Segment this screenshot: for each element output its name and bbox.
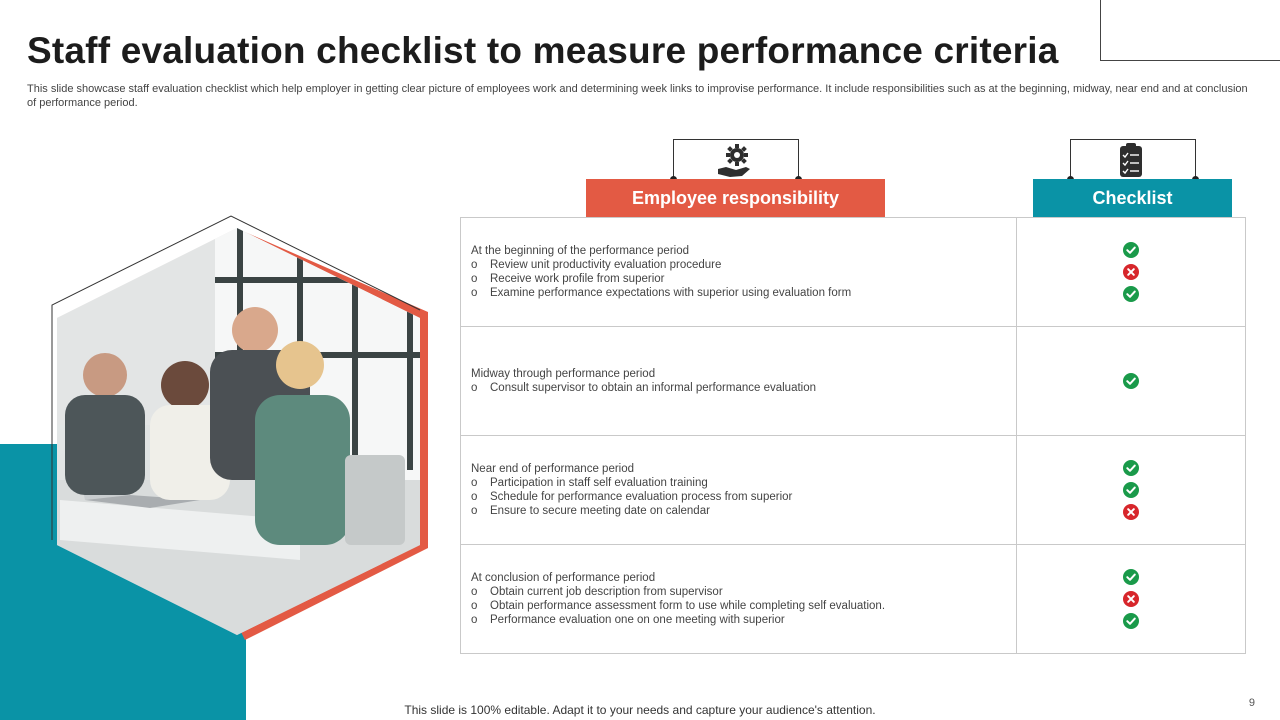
responsibility-text: Receive work profile from superior bbox=[490, 273, 665, 285]
responsibility-text: Obtain current job description from supervisor bbox=[490, 585, 723, 598]
checklist-header: Checklist bbox=[1033, 179, 1232, 217]
responsibility-item bbox=[471, 585, 1006, 599]
responsibility-text: Ensure to secure meeting date on calendar bbox=[490, 505, 710, 518]
responsibility-cell bbox=[461, 218, 1017, 327]
check-circle-icon bbox=[1123, 373, 1139, 389]
table-row bbox=[461, 545, 1246, 654]
cross-circle-icon bbox=[1123, 264, 1139, 280]
checklist-cell bbox=[1016, 218, 1245, 327]
responsibility-item bbox=[471, 258, 1006, 272]
checklist-cell bbox=[1016, 436, 1245, 545]
period-heading: At conclusion of performance period bbox=[471, 571, 656, 584]
responsibility-text: Participation in staff self evaluation training bbox=[490, 476, 708, 489]
period-heading: Near end of performance period bbox=[471, 462, 635, 475]
page-number: 9 bbox=[1248, 697, 1255, 709]
cross-circle-icon bbox=[1123, 504, 1139, 520]
check-circle-icon bbox=[1123, 569, 1139, 585]
bullet-marker: o bbox=[471, 600, 478, 612]
responsibility-item bbox=[471, 599, 1006, 613]
bullet-marker: o bbox=[471, 287, 478, 300]
team-photo bbox=[50, 220, 430, 640]
page-subtitle: This slide showcase staff evaluation checklist which help employer in getting clear picture of employees work and determining week links to improvise performance. It include responsibilities such as at the beginning, midway, near end and at conclusion of performance period. bbox=[27, 83, 1248, 109]
responsibility-item bbox=[471, 286, 1006, 300]
responsibility-item bbox=[471, 490, 1006, 504]
bullet-marker: o bbox=[471, 476, 478, 489]
page-title: Staff evaluation checklist to measure performance criteria bbox=[27, 30, 1059, 71]
bullet-marker: o bbox=[471, 258, 478, 271]
corner-frame-decoration bbox=[1100, 0, 1280, 61]
responsibility-text: Obtain performance assessment form to use while completing self evaluation. bbox=[490, 600, 886, 612]
check-circle-icon bbox=[1123, 613, 1139, 629]
responsibility-item bbox=[471, 476, 1006, 490]
table-row bbox=[461, 327, 1246, 436]
responsibility-text: Examine performance expectations with superior using evaluation form bbox=[490, 287, 852, 300]
responsibility-cell bbox=[461, 436, 1017, 545]
footer-note bbox=[0, 703, 1280, 717]
check-circle-icon bbox=[1123, 286, 1139, 302]
check-circle-icon bbox=[1123, 242, 1139, 258]
bullet-marker: o bbox=[471, 273, 478, 285]
responsibility-item bbox=[471, 504, 1006, 518]
responsibility-text: Performance evaluation one on one meeting with superior bbox=[490, 614, 785, 627]
bullet-marker: o bbox=[471, 491, 478, 503]
responsibility-text: Consult supervisor to obtain an informal performance evaluation bbox=[490, 382, 817, 394]
responsibility-cell bbox=[461, 327, 1017, 436]
period-heading: At the beginning of the performance period bbox=[471, 244, 690, 257]
bullet-marker: o bbox=[471, 382, 478, 394]
check-circle-icon bbox=[1123, 460, 1139, 476]
gear-hand-icon bbox=[716, 143, 754, 179]
responsibility-item bbox=[471, 613, 1006, 627]
bullet-marker: o bbox=[471, 585, 478, 598]
check-circle-icon bbox=[1123, 482, 1139, 498]
table-row bbox=[461, 218, 1246, 327]
responsibility-text: Review unit productivity evaluation procedure bbox=[490, 258, 722, 271]
team-photo-hexagon bbox=[0, 200, 440, 650]
table-row bbox=[461, 436, 1246, 545]
employee-responsibility-header: Employee responsibility bbox=[586, 179, 885, 217]
responsibility-cell bbox=[461, 545, 1017, 654]
bullet-marker: o bbox=[471, 505, 478, 518]
responsibility-item bbox=[471, 381, 1006, 395]
period-heading: Midway through performance period bbox=[471, 367, 656, 380]
footer-text: This slide is 100% editable. Adapt it to your needs and capture your audience's attention. bbox=[404, 703, 876, 717]
responsibility-text: Schedule for performance evaluation process from superior bbox=[490, 491, 793, 503]
bullet-marker: o bbox=[471, 614, 478, 627]
clipboard-icon bbox=[1118, 143, 1146, 179]
responsibility-item bbox=[471, 272, 1006, 286]
checklist-cell bbox=[1016, 545, 1245, 654]
checklist-cell bbox=[1016, 327, 1245, 436]
cross-circle-icon bbox=[1123, 591, 1139, 607]
checklist-table bbox=[460, 217, 1246, 654]
